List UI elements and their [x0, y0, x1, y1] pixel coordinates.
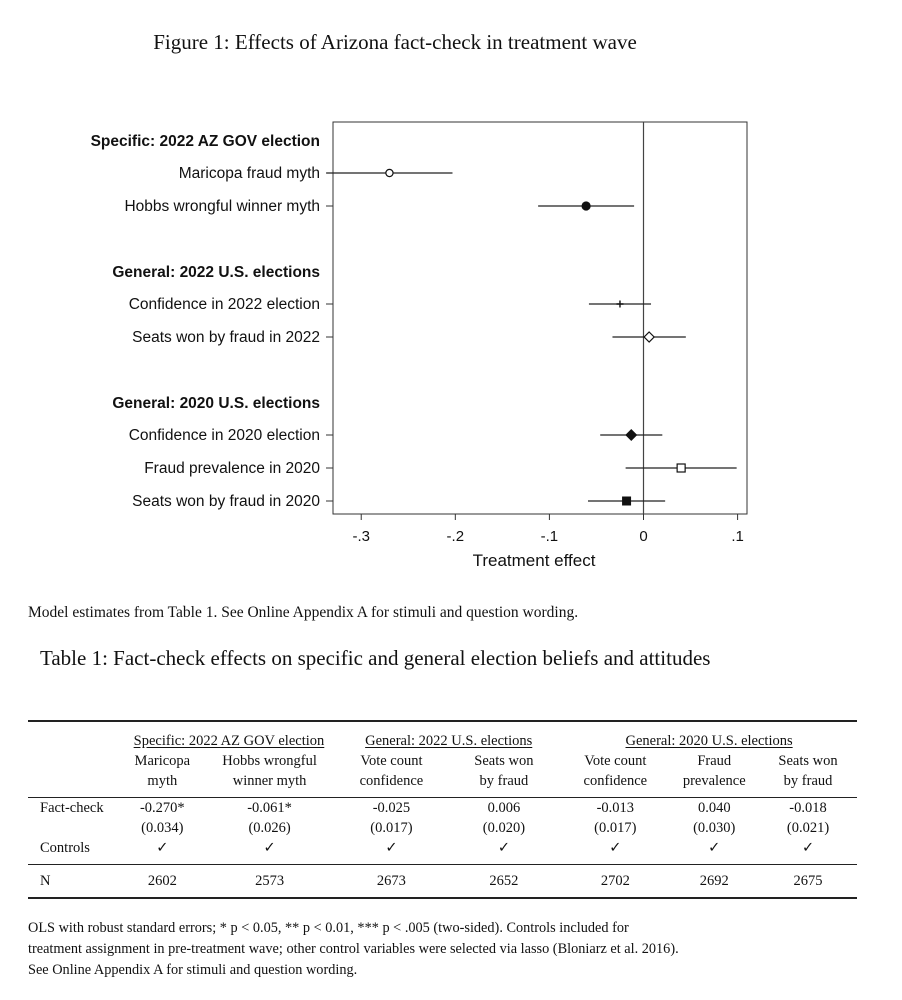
estimate-cell: -0.025: [372, 800, 411, 816]
row-label: Controls: [40, 840, 90, 856]
point-estimate: [644, 332, 654, 342]
table-row-factcheck: [28, 798, 857, 819]
point-estimate: [677, 464, 685, 472]
table-note-line: See Online Appendix A for stimuli and question wording.: [28, 962, 358, 978]
n-cell: 2652: [489, 873, 519, 889]
checkmark-cell: ✓: [609, 840, 622, 856]
table-note-line: OLS with robust standard errors; * p < 0.05, ** p < 0.01, *** p < .005 (two-sided). Controls included for: [28, 920, 629, 936]
table-column-header-row-1: [28, 751, 857, 771]
row-label: Confidence in 2020 election: [128, 427, 320, 444]
estimate-cell: -0.018: [789, 800, 827, 816]
checkmark-cell: ✓: [156, 840, 169, 856]
x-tick-label: -.3: [352, 528, 370, 545]
table-row-std-errors: [28, 818, 857, 838]
row-label: Maricopa fraud myth: [178, 165, 320, 182]
checkmark-cell: ✓: [385, 840, 398, 856]
x-tick-label: 0: [639, 528, 648, 545]
group-label: Specific: 2022 AZ GOV election: [90, 133, 320, 150]
column-header: Maricopa: [134, 753, 191, 769]
x-tick-label: -.1: [540, 528, 559, 545]
estimate-cell: 0.040: [697, 800, 731, 816]
column-header: Seats won: [778, 753, 838, 769]
row-label: Confidence in 2022 election: [128, 296, 320, 313]
row-label: Fraud prevalence in 2020: [144, 460, 320, 477]
group-label: General: 2022 U.S. elections: [112, 264, 320, 281]
checkmark-cell: ✓: [801, 840, 815, 856]
point-estimate: [622, 497, 631, 506]
column-header: Seats won: [474, 753, 534, 769]
table-note: [28, 918, 788, 981]
plot-frame: [333, 122, 747, 514]
table-row-n: [28, 871, 857, 891]
group-header: General: 2020 U.S. elections: [625, 733, 793, 749]
std-error-cell: (0.026): [248, 820, 291, 836]
column-header: Vote count: [584, 753, 647, 769]
column-header: Vote count: [360, 753, 423, 769]
x-tick-label: -.2: [446, 528, 465, 545]
column-header: by fraud: [479, 773, 529, 789]
point-estimate: [625, 429, 637, 441]
std-error-cell: (0.034): [141, 820, 184, 836]
n-cell: 2573: [255, 873, 285, 889]
point-estimate: [616, 301, 623, 308]
column-header: by fraud: [783, 773, 833, 789]
table-group-header-row: [28, 731, 857, 751]
group-header: Specific: 2022 AZ GOV election: [133, 733, 325, 749]
point-estimate: [582, 201, 591, 210]
row-label: Fact-check: [40, 800, 104, 816]
n-cell: 2673: [376, 873, 406, 889]
row-label: Seats won by fraud in 2022: [132, 329, 320, 346]
group-label: General: 2020 U.S. elections: [112, 395, 320, 412]
group-header: General: 2022 U.S. elections: [365, 733, 533, 749]
n-cell: 2602: [147, 873, 177, 889]
n-cell: 2702: [600, 873, 630, 889]
column-header: confidence: [583, 773, 648, 789]
figure-title: Figure 1: Effects of Arizona fact-check in treatment wave: [153, 30, 637, 54]
column-header: winner myth: [232, 773, 307, 789]
point-estimate: [386, 169, 393, 176]
estimate-cell: -0.270*: [139, 800, 185, 816]
std-error-cell: (0.021): [786, 820, 830, 836]
figure-note: Model estimates from Table 1. See Online Appendix A for stimuli and question wording.: [28, 604, 579, 621]
n-cell: 2675: [793, 873, 823, 889]
column-header: Fraud: [697, 753, 732, 769]
x-axis-label: Treatment effect: [472, 551, 596, 570]
checkmark-cell: ✓: [263, 840, 276, 856]
std-error-cell: (0.020): [482, 820, 526, 836]
table-column-header-row-2: [28, 771, 857, 791]
row-label: N: [40, 873, 51, 889]
column-header: Hobbs wrongful: [222, 753, 317, 769]
results-table: [28, 720, 857, 899]
row-label: Hobbs wrongful winner myth: [124, 198, 320, 215]
std-error-cell: (0.030): [693, 820, 736, 836]
checkmark-cell: ✓: [708, 840, 721, 856]
row-label: Seats won by fraud in 2020: [132, 493, 320, 510]
std-error-cell: (0.017): [594, 820, 637, 836]
column-header: prevalence: [682, 773, 746, 789]
table-row-controls: [28, 838, 857, 858]
estimate-cell: -0.061*: [247, 800, 292, 816]
column-header: confidence: [359, 773, 424, 789]
n-cell: 2692: [699, 873, 729, 889]
estimate-cell: -0.013: [596, 800, 635, 816]
checkmark-cell: ✓: [497, 840, 510, 856]
x-tick-label: .1: [731, 528, 744, 545]
table-note-line: treatment assignment in pre-treatment wave; other control variables were selected via lasso (Bloniarz et al. 2016).: [28, 941, 679, 957]
column-header: myth: [147, 773, 178, 789]
estimate-cell: 0.006: [487, 800, 521, 816]
std-error-cell: (0.017): [370, 820, 413, 836]
table-title: Table 1: Fact-check effects on specific and general election beliefs and attitudes: [40, 646, 711, 670]
coefficient-plot: [0, 100, 902, 580]
